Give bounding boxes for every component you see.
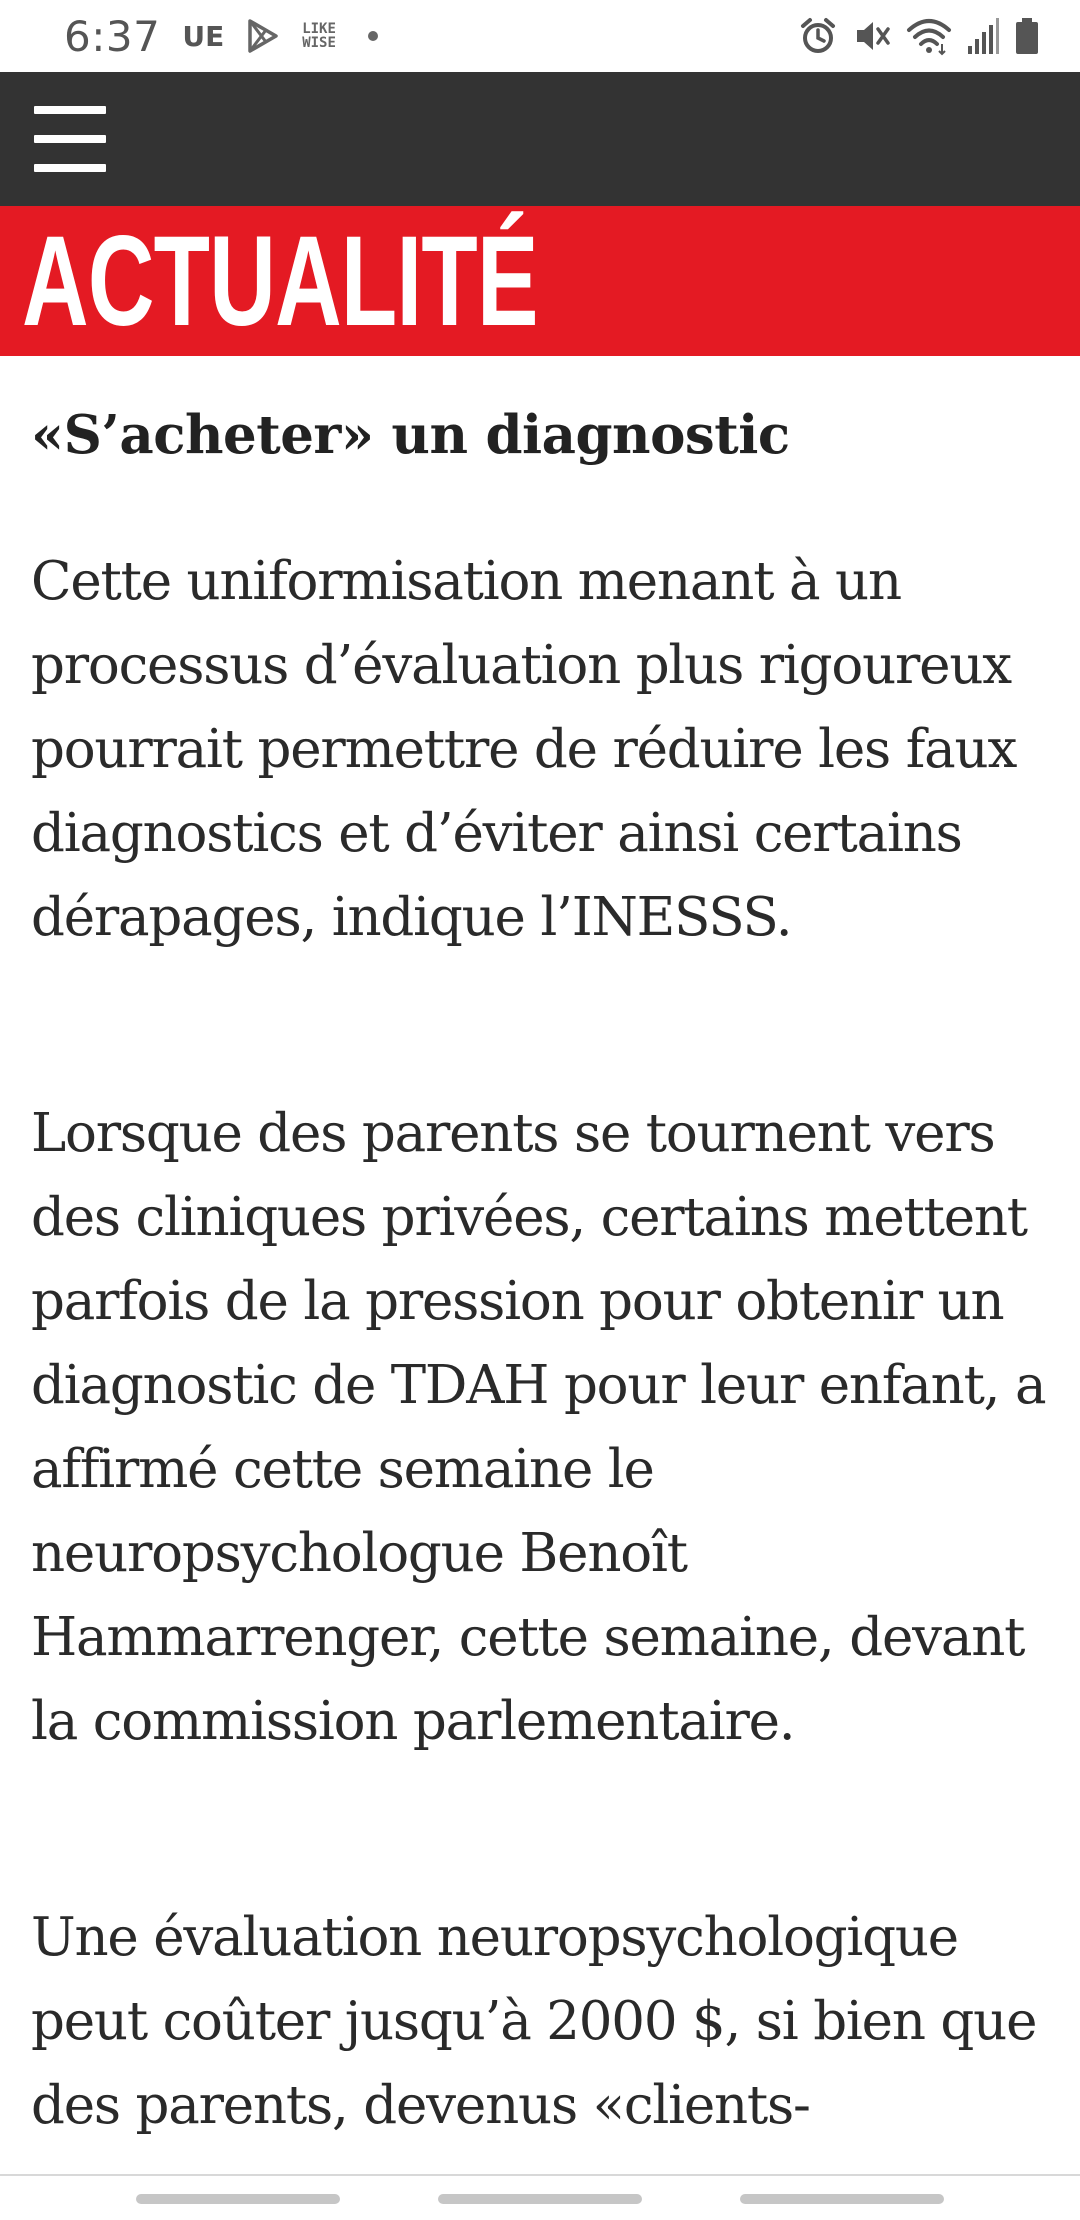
bottom-navigation-bar [0,2174,1080,2220]
play-store-icon [246,18,280,54]
mute-icon [852,16,892,56]
nav-home-button[interactable] [438,2194,642,2204]
section-title[interactable]: ACTUALITÉ [22,210,538,353]
likewise-line-2: WISE [302,35,336,51]
alarm-icon [798,16,838,56]
likewise-app-icon [302,22,346,50]
likewise-line-1: LIKE [302,21,336,37]
status-right [798,16,1040,56]
nav-recents-button[interactable] [136,2194,340,2204]
menu-bar-line [34,164,106,172]
battery-icon [1014,16,1040,56]
article-paragraph: Une évaluation neuropsychologique peut coûter jusqu’à 2000 $, si bien que des parents, devenus «clients- [31,1907,1037,2136]
nav-back-button[interactable] [740,2194,944,2204]
status-left [64,12,378,61]
wifi-icon [906,16,952,56]
article-paragraph: Lorsque des parents se tournent vers des cliniques privées, certains mettent parfois de la pression pour obtenir un diagnostic de TDAH pour leur enfant, a affirmé cette semaine le neuropsychologue Benoît Hammarrenger, cette semaine, devant la commission parlementaire. [31,1103,1046,1752]
status-time: 6:37 [64,11,161,61]
article-paragraph: Cette uniformisation menant à un processus d’évaluation plus rigoureux pourrait permettre de réduire les faux diagnostics et d’éviter ainsi certains dérapages, indique l’INESSS. [31,551,1017,948]
status-bar [0,0,1080,72]
menu-bar-line [34,135,106,143]
signal-icon [966,16,1000,56]
app-bar [0,72,1080,206]
ue-app-icon: UE [182,19,225,53]
article-subheading: «S’acheter» un diagnostic [31,404,790,466]
article-body [31,400,1061,2136]
menu-bar-line [34,106,106,114]
section-banner [0,206,1080,356]
hamburger-menu-icon[interactable] [34,106,106,172]
notification-dot-icon [368,31,378,41]
